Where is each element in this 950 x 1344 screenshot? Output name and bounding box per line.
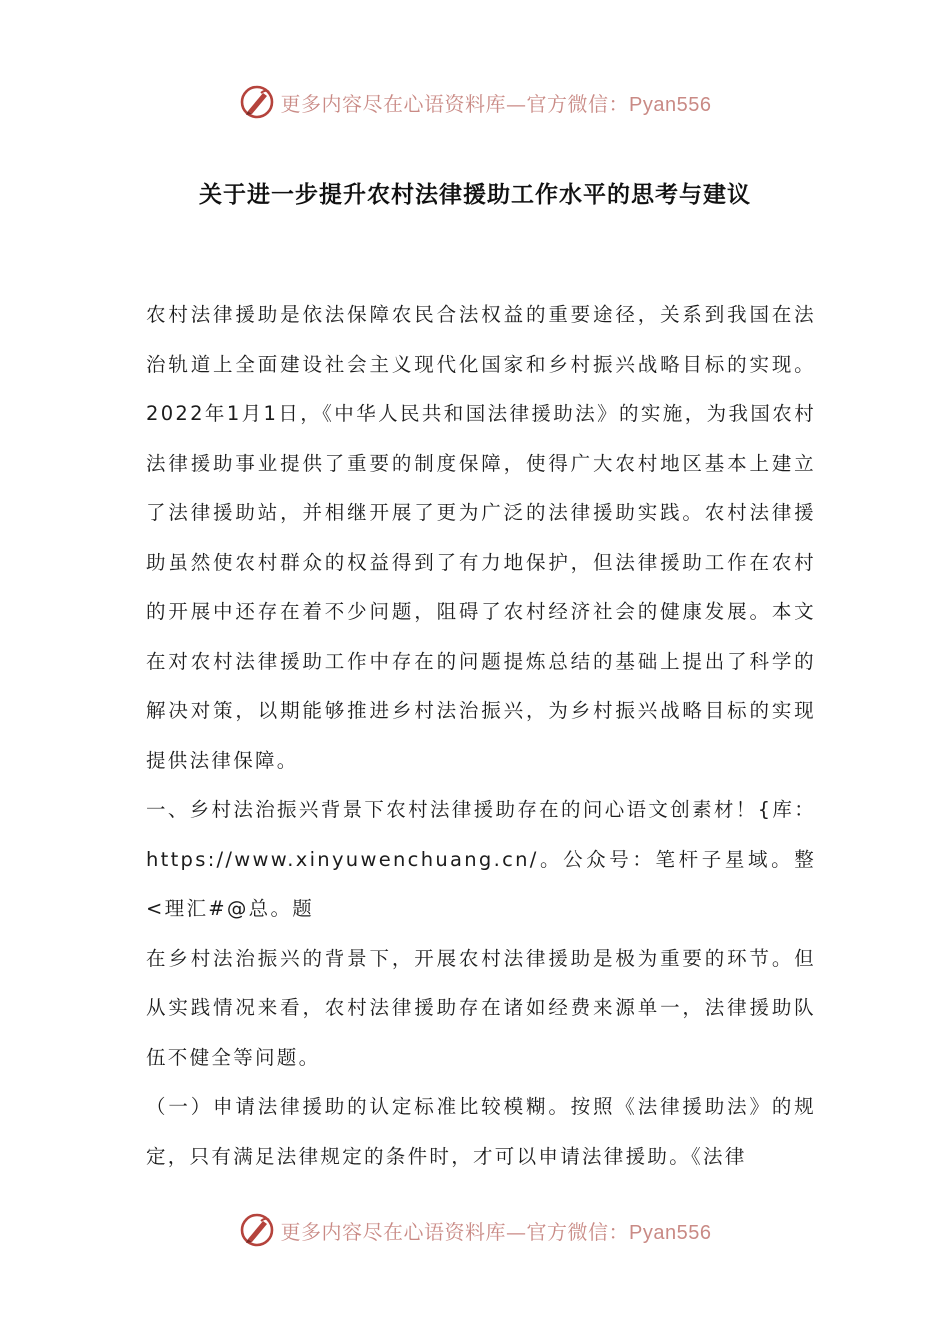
- body-paragraph: 在乡村法治振兴的背景下，开展农村法律援助是极为重要的环节。但从实践情况来看，农村法律援助存在诸如经费来源单一，法律援助队伍不健全等问题。: [146, 946, 816, 1069]
- watermark-site-text: 更多内容尽在心语资料库—官方微信：: [280, 91, 630, 116]
- body-paragraph: 农村法律援助是依法保障农民合法权益的重要途径，关系到我国在法治轨道上全面建设社会主义现代化国家和乡村振兴战略目标的实现。2022年1月1日，《中华人民共和国法律援助法》的实施，为我国农村法律援助事业提供了重要的制度保障，使得广大农村地区基本上建立了法律援助站，并相继开展了更为广泛的法律援助实践。农村法律援助虽然使农村群众的权益得到了有力地保护，但法律援助工作在农村的开展中还存在着不少问题，阻碍了农村经济社会的健康发展。本文在对农村法律援助工作中存在的问题提炼总结的基础上提出了科学的解决对策，以期能够推进乡村法治振兴，为乡村振兴战略目标的实现提供法律保障。: [146, 303, 816, 772]
- watermark-site-text: 更多内容尽在心语资料库—官方微信：: [280, 1219, 630, 1244]
- watermark-wechat-id: Pyan556: [629, 1221, 712, 1244]
- footer-watermark-text: [281, 1216, 712, 1245]
- watermark-wechat-id: Pyan556: [629, 93, 712, 116]
- pen-logo-icon: [239, 1212, 275, 1248]
- pen-logo-icon: [239, 84, 275, 120]
- footer-watermark-banner: [0, 1210, 950, 1250]
- document-body: [146, 290, 816, 1181]
- document-title: 关于进一步提升农村法律援助工作水平的思考与建议: [199, 181, 751, 208]
- header-watermark-text: [281, 88, 712, 117]
- header-watermark-banner: [0, 82, 950, 122]
- section-heading: 一、乡村法治振兴背景下农村法律援助存在的问心语文创素材！{库：https://www.xinyuwenchuang.cn/。公众号：笔杆子星域。整<理汇#@总。题: [146, 798, 816, 920]
- body-paragraph: （一）申请法律援助的认定标准比较模糊。按照《法律援助法》的规定，只有满足法律规定的条件时，才可以申请法律援助。《法律: [146, 1095, 816, 1168]
